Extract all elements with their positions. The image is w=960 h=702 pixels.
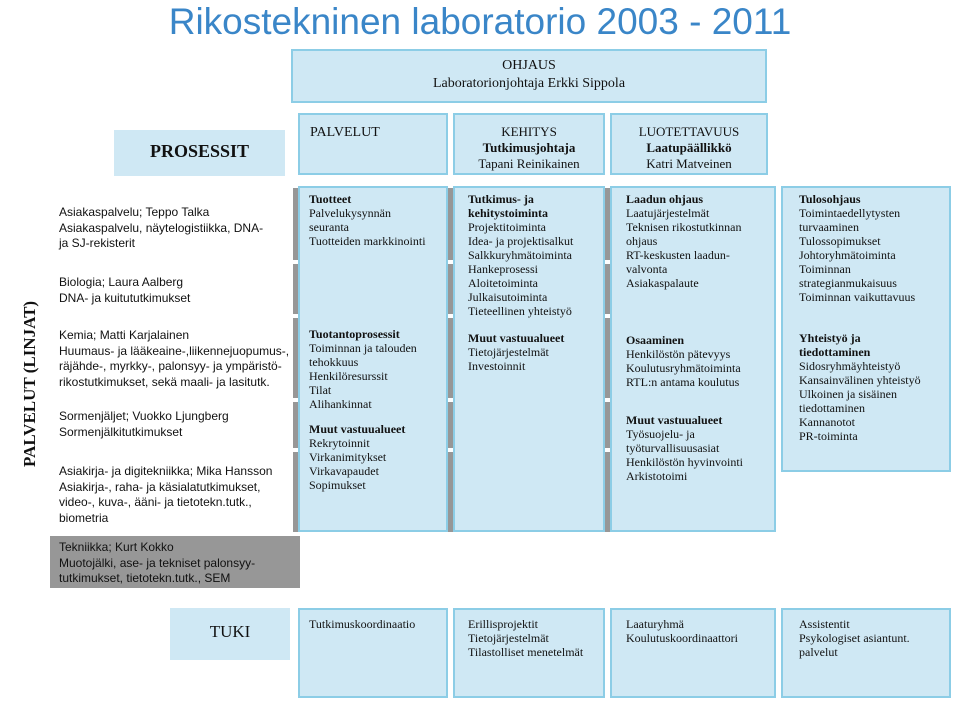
- column-kehitys: [453, 186, 605, 532]
- column-head: Tutkimus- ja kehitystoiminta: [468, 192, 549, 220]
- column-head: Yhteistyö ja tiedottaminen: [799, 331, 871, 359]
- prosessit-label: PROSESSIT: [114, 130, 285, 176]
- ohjaus-box: [291, 49, 767, 103]
- header-luotettavuus: [610, 113, 768, 175]
- column-items: Palvelukysynnän seuranta Tuotteiden markkinointi: [309, 206, 426, 248]
- line-desc: Muotojälki, ase- ja tekniset palonsyy- tutkimukset, tietotekn.tutk., SEM: [59, 555, 256, 585]
- column-items: Toiminnan ja talouden tehokkuus Henkilöresurssit Tilat Alihankinnat: [309, 341, 417, 411]
- line-desc: Asiakaspalvelu, näytelogistiikka, DNA- ja SJ-rekisterit: [59, 220, 264, 250]
- palvelut-linjat-label-wrap: [19, 190, 45, 580]
- line-asiakirja: Asiakirja- ja digitekniikka; Mika Hansson Asiakirja-, raha- ja käsialatutkimukset, video-, kuva-, ääni- ja tietotekn.tutk., biometria: [59, 464, 299, 526]
- column-head: Laadun ohjaus: [626, 192, 704, 206]
- line-desc: Sormenjälkitutkimukset: [59, 424, 183, 439]
- column-head: Tulosohjaus: [799, 192, 861, 206]
- page-title: Rikostekninen laboratorio 2003 - 2011: [168, 1, 792, 42]
- header-palvelut-title: PALVELUT: [310, 125, 380, 140]
- column-head: Muut vastuualueet: [309, 422, 406, 436]
- tuki-label: TUKI: [209, 622, 251, 641]
- line-biologia: Biologia; Laura Aalberg DNA- ja kuitututkimukset: [59, 275, 299, 306]
- line-head: Matti Karjalainen: [99, 328, 190, 342]
- palvelut-linjat-label: PALVELUT (LINJAT): [20, 300, 39, 467]
- column-items: Työsuojelu- ja työturvallisuusasiat Henkilöstön hyvinvointi Arkistotoimi: [626, 427, 743, 483]
- header-kehitys-person: Tapani Reinikainen: [478, 156, 580, 171]
- column-items: Henkilöstön pätevyys Koulutusryhmätoiminta RTL:n antama koulutus: [626, 347, 741, 389]
- line-desc: DNA- ja kuitututkimukset: [59, 290, 191, 305]
- line-head: Kurt Kokko: [115, 540, 174, 554]
- line-name: Kemia: [59, 328, 94, 342]
- header-luotettavuus-person: Katri Matveinen: [646, 156, 732, 171]
- column-palvelut: [298, 186, 448, 532]
- line-name: Asiakaspalvelu: [59, 205, 140, 219]
- column-items: Toimintaedellytysten turvaaminen Tulossopimukset Johtoryhmätoiminta Toiminnan strategianmukaisuus Toiminnan vaikuttavuus: [799, 206, 916, 304]
- header-kehitys: [453, 113, 605, 175]
- line-tekniikka: Tekniikka; Kurt Kokko Muotojälki, ase- ja tekniset palonsyy- tutkimukset, tietotekn.tutk., SEM: [59, 540, 299, 587]
- header-kehitys-role: Tutkimusjohtaja: [482, 140, 576, 155]
- line-name: Tekniikka: [59, 540, 109, 554]
- column-items: Laatujärjestelmät Teknisen rikostutkinnan ohjaus RT-keskusten laadun- valvonta Asiakaspalaute: [626, 206, 742, 290]
- column-items: Rekrytoinnit Virkanimitykset Virkavapaudet Sopimukset: [309, 436, 387, 492]
- column-items: Sidosryhmäyhteistyö Kansainvälinen yhteistyö Ulkoinen ja sisäinen tiedottaminen Kannanotot PR-toiminta: [799, 359, 921, 443]
- line-name: Sormenjäljet: [59, 409, 126, 423]
- line-head: Mika Hansson: [196, 464, 273, 478]
- header-kehitys-title: KEHITYS: [501, 124, 557, 139]
- ohjaus-heading: OHJAUS: [502, 58, 556, 73]
- tuki-item: Laaturyhmä Koulutuskoordinaattori: [610, 608, 776, 698]
- line-name: Asiakirja- ja digitekniikka: [59, 464, 190, 478]
- column-head: Tuotteet: [309, 192, 352, 206]
- column-tulos: [781, 186, 951, 472]
- ohjaus-director: Laboratorionjohtaja Erkki Sippola: [432, 76, 626, 91]
- line-head: Vuokko Ljungberg: [132, 409, 229, 423]
- tuki-item: Tutkimuskoordinaatio: [298, 608, 448, 698]
- tuki-item: Erillisprojektit Tietojärjestelmät Tilastolliset menetelmät: [453, 608, 605, 698]
- column-head: Tuotantoprosessit: [309, 327, 400, 341]
- column-head: Osaaminen: [626, 333, 685, 347]
- line-asiakaspalvelu: Asiakaspalvelu; Teppo Talka Asiakaspalvelu, näytelogistiikka, DNA- ja SJ-rekisterit: [59, 205, 299, 252]
- column-head: Muut vastuualueet: [626, 413, 723, 427]
- tuki-label-box: [170, 608, 290, 660]
- header-palvelut: [298, 113, 448, 175]
- line-head: Laura Aalberg: [108, 275, 184, 289]
- line-kemia: Kemia; Matti Karjalainen Huumaus- ja lääkeaine-,liikennejuopumus-, räjähde-, myrkky-, palonsyy- ja ympäristö- rikostutkimukset, sekä maali- ja lasitutk.: [59, 328, 299, 390]
- line-desc: Asiakirja-, raha- ja käsialatutkimukset, video-, kuva-, ääni- ja tietotekn.tutk., biometria: [59, 479, 261, 525]
- line-name: Biologia: [59, 275, 102, 289]
- column-items: Projektitoiminta Idea- ja projektisalkut Salkkuryhmätoiminta Hankeprosessi Aloitetoiminta Julkaisutoiminta Tieteellinen yhteistyö: [468, 220, 574, 318]
- line-desc: Huumaus- ja lääkeaine-,liikennejuopumus-, räjähde-, myrkky-, palonsyy- ja ympäristö- rikostutkimukset, sekä maali- ja lasitutk.: [59, 343, 290, 389]
- tuki-item: Assistentit Psykologiset asiantunt. palvelut: [781, 608, 951, 698]
- column-luotettavuus: [610, 186, 776, 532]
- column-items: Tietojärjestelmät Investoinnit: [468, 345, 549, 373]
- header-luotettavuus-title: LUOTETTAVUUS: [638, 124, 740, 139]
- column-head: Muut vastuualueet: [468, 331, 565, 345]
- header-luotettavuus-role: Laatupäällikkö: [646, 140, 732, 155]
- line-sormenjaljet: Sormenjäljet; Vuokko Ljungberg Sormenjälkitutkimukset: [59, 409, 299, 440]
- line-head: Teppo Talka: [145, 205, 210, 219]
